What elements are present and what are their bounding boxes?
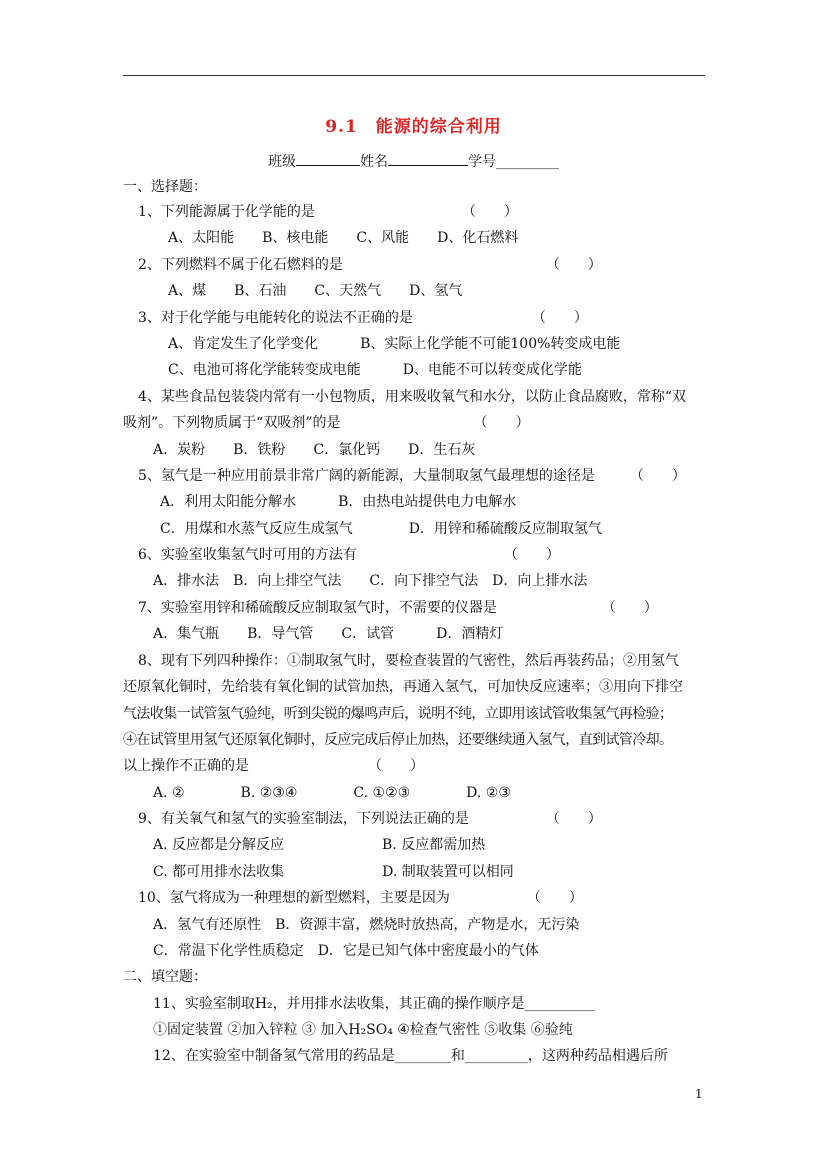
- question-2-options: A、煤 B、石油 C、天然气 D、氢气: [168, 283, 463, 299]
- question-11-steps: ①固定装置 ②加入锌粒 ③ 加入H₂SO₄ ④检查气密性 ⑤收集 ⑥验纯: [153, 1022, 573, 1038]
- page-title: 9.1 能源的综合利用: [325, 117, 502, 137]
- page-number: 1: [695, 1087, 703, 1101]
- question-3: 3、对于化学能与电能转化的说法不正确的是 （ ）: [138, 310, 588, 326]
- class-label: 班级: [268, 154, 296, 170]
- question-1: 1、下列能源属于化学能的是 （ ）: [138, 204, 518, 220]
- question-4-options: A．炭粉 B．铁粉 C．氯化钙 D．生石灰: [153, 442, 476, 458]
- question-9: 9、有关氧气和氢气的实验室制法，下列说法正确的是 （ ）: [138, 811, 602, 827]
- question-4-line-2: 吸剂”。下列物质属于“双吸剂”的是 （ ）: [123, 415, 530, 431]
- section-heading-fill: 二、填空题：: [123, 969, 207, 985]
- question-4-line-1: 4、某些食品包装袋内常有一小包物质，用来吸收氧气和水分，以防止食品腐败，常称“双: [138, 389, 687, 405]
- question-7: 7、实验室用锌和稀硫酸反应制取氢气时，不需要的仪器是 （ ）: [138, 600, 658, 616]
- question-5-options-ab: A．利用太阳能分解水 B．由热电站提供电力电解水: [160, 494, 517, 510]
- question-7-options: A．集气瓶 B．导气管 C．试管 D．酒精灯: [153, 626, 504, 642]
- class-blank: [296, 151, 360, 166]
- question-10: 10、氢气将成为一种理想的新型燃料，主要是因为 （ ）: [138, 890, 583, 906]
- question-3-options-cd: C、电池可将化学能转变成电能 D、电能不可以转变成化学能: [168, 362, 582, 378]
- id-blank: _________: [496, 154, 559, 170]
- name-label: 姓名: [360, 154, 388, 170]
- question-3-options-ab: A、肯定发生了化学变化 B、实际上化学能不可能100%转变成电能: [168, 336, 621, 352]
- question-5: 5、氢气是一种应用前景非常广阔的新能源，大量制取氢气最理想的途径是 （ ）: [138, 468, 686, 484]
- question-11: 11、实验室制取H₂，并用排水法收集，其正确的操作顺序是__________: [153, 996, 595, 1012]
- question-8-line-1: 8、现有下列四种操作：①制取氢气时，要检查装置的气密性，然后再装药品；②用氢气: [138, 653, 679, 669]
- name-blank: [388, 151, 468, 166]
- question-10-options-ab: A．氢气有还原性 B．资源丰富，燃烧时放热高，产物是水，无污染: [153, 917, 580, 933]
- question-2: 2、下列燃料不属于化石燃料的是 （ ）: [138, 257, 602, 273]
- question-8-line-3: 气法收集一试管氢气验纯，听到尖锐的爆鸣声后，说明不纯，立即用该试管收集氢气再检验；: [123, 706, 673, 722]
- question-6: 6、实验室收集氢气时可用的方法有 （ ）: [138, 547, 560, 563]
- question-8-line-4: ④在试管里用氢气还原氧化铜时，反应完成后停止加热，还要继续通入氢气，直到试管冷却。: [123, 732, 673, 748]
- question-5-options-cd: C．用煤和水蒸气反应生成氢气 D．用锌和稀硫酸反应制取氢气: [160, 521, 602, 537]
- question-9-options-cd: C. 都可用排水法收集 D. 制取装置可以相同: [153, 864, 514, 880]
- section-heading-choice: 一、选择题：: [123, 179, 207, 195]
- question-6-options: A．排水法 B．向上排空气法 C．向下排空气法 D．向上排水法: [153, 573, 588, 589]
- question-8-options: A. ② B. ②③④ C. ①②③ D. ②③: [153, 785, 511, 801]
- id-label: 学号: [468, 154, 496, 170]
- question-10-options-cd: C．常温下化学性质稳定 D．它是已知气体中密度最小的气体: [153, 943, 539, 959]
- question-1-options: A、太阳能 B、核电能 C、风能 D、化石燃料: [168, 230, 519, 246]
- question-12: 12、在实验室中制备氢气常用的药品是________和_________，这两种药品相遇后所: [153, 1048, 668, 1064]
- question-9-options-ab: A. 反应都是分解反应 B. 反应都需加热: [153, 837, 486, 853]
- question-8-line-2: 还原氧化铜时，先给装有氧化铜的试管加热，再通入氢气，可加快反应速率；③用向下排空: [123, 679, 683, 695]
- header-rule: [123, 75, 705, 76]
- question-8-line-5: 以上操作不正确的是 （ ）: [123, 758, 424, 774]
- student-info-line: [0, 151, 827, 171]
